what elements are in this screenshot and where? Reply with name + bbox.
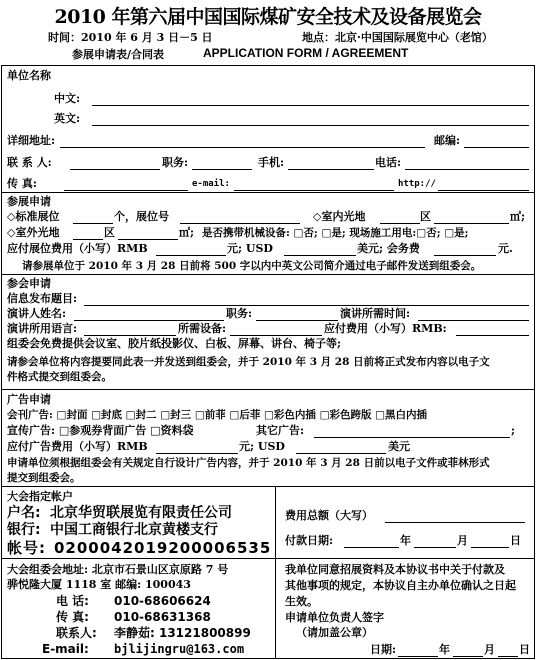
account-name: 北京华贸联展览有限责任公司 [50,505,232,521]
indoor-space-label: ◇室内光地 [313,210,366,223]
signature-label: 申请单位负责人签字 [285,611,384,624]
conference-heading: 参会申请 [7,277,51,290]
outdoor-sqm-label: ㎡; [179,226,195,239]
standard-booth-label: ◇标准展位 [7,210,60,223]
page-title: 2010 年第六届中国国际煤矿安全技术及设备展览会 [54,6,482,28]
other-ad-end: ; [511,424,516,437]
outdoor-area-field[interactable] [118,239,178,240]
exhibit-heading: 参展申请 [7,195,51,208]
ad-note-line1: 申请单位须根据组委会有关规定自行设计广告内容，并于 2010 年 3 月 28 日前以电子文件或菲林形式 [7,457,490,469]
email-label: e-mail: [192,179,230,189]
agreement-month-field[interactable] [453,656,483,657]
other-ad-label: 其它广告: [256,424,305,437]
company-heading: 单位名称 [7,69,51,82]
position-label: 职务: [162,156,189,169]
fax-field[interactable] [64,190,188,191]
fax-label: 传 真: [7,177,37,190]
bank-heading: 大会指定帐户 [7,490,73,503]
organizer-fax: 010-68631368 [114,610,211,624]
position-field[interactable] [192,169,252,170]
booth-fee-usd-label: 元; USD [227,242,273,255]
website-field[interactable] [438,190,529,191]
outdoor-zone-field[interactable] [73,239,103,240]
mobile-field[interactable] [288,169,374,170]
zip-field[interactable] [464,147,529,148]
seal-note: （请加盖公章） [296,626,373,639]
conference-note-line2: 件格式提交到组委会。 [7,371,112,383]
booth-number-field[interactable] [180,223,300,224]
form-title-en: APPLICATION FORM / AGREEMENT [203,46,409,60]
ad-note-line2: 提交到组委会。 [7,472,81,484]
speech-time-field[interactable] [418,320,529,321]
agreement-line2: 其他事项的规定，本协议自主办单位确认之日起 [285,579,516,592]
bank-divider [275,487,276,558]
agreement-line3: 生效。 [285,595,318,608]
equipment-field[interactable] [230,335,322,336]
ad-section [1,389,535,487]
bank-name: 中国工商银行北京黄楼支行 [50,522,218,538]
organizer-address-line1: 大会组委会地址: 北京市石景山区京原路 7 号 [7,563,229,576]
ad-fee-rmb-field[interactable] [156,453,238,454]
speech-language-field[interactable] [84,335,176,336]
address-field[interactable] [60,147,425,148]
agreement-day-unit: 日 [519,643,530,656]
conference-fee-rmb-label: 应付费用（小写）RMB: [324,322,447,335]
account-number: 0200042019200006535 [54,539,272,557]
company-cn-label: 中文: [54,92,81,105]
exhibit-section [1,192,535,275]
booth-fee-label: 应付展位费用（小写）RMB [7,242,148,255]
payment-year-field[interactable] [344,547,399,548]
organizer-email[interactable]: bjlijingru@163.com [114,642,245,656]
speaker-label: 演讲人姓名: [7,307,67,320]
payment-year-unit: 年 [400,534,411,547]
speech-language-label: 演讲所用语言: [7,322,78,335]
payment-day-field[interactable] [471,547,509,548]
conference-section [1,274,535,390]
payment-total-field[interactable] [385,522,525,523]
agreement-line1: 我单位同意招展资料及本协议书中关于付款及 [285,563,505,576]
speech-time-label: 演讲所需时间: [340,307,411,320]
mobile-label: 手机: [258,156,285,169]
other-ad-field[interactable] [314,437,510,438]
bank-name-label: 银行: [7,522,41,538]
company-en-field[interactable] [92,125,529,126]
indoor-sqm-label: ㎡; [510,210,526,223]
outdoor-space-label: ◇室外光地 [7,226,60,239]
account-name-label: 户名: [7,505,41,521]
organizer-agreement-section [1,558,535,659]
free-facilities-note: 组委会免费提供会议室、胶片纸投影仪、白板、屏幕、讲台、椅子等; [7,337,342,350]
topic-field[interactable] [84,305,529,306]
standard-booth-count-field[interactable] [73,223,113,224]
contact-field[interactable] [70,169,160,170]
conference-fee-field[interactable] [434,255,496,256]
zip-label: 邮编: [434,134,461,147]
ad-fee-usd-unit: 美元 [388,440,410,453]
organizer-tel-label: 电 话: [56,594,89,608]
indoor-area-field[interactable] [434,223,509,224]
booth-fee-usd-field[interactable] [284,255,356,256]
organizer-tel: 010-68606624 [114,594,211,608]
conference-fee-rmb-field[interactable] [456,335,529,336]
agreement-day-field[interactable] [498,656,518,657]
http-label: http:// [398,179,436,189]
agreement-year-unit: 年 [439,643,450,656]
company-en-label: 英文: [54,112,81,125]
payment-day-unit: 日 [510,534,521,547]
conference-fee-unit: 元. [498,242,513,255]
payment-month-field[interactable] [414,547,456,548]
organizer-contact-label: 联系人: [56,626,97,640]
exhibit-note: 请参展单位于 2010 年 3 月 28 日前将 500 字以内中英文公司简介通过电子邮件发送到组委会。 [22,260,482,272]
organizer-divider [275,559,276,658]
speaker-field[interactable] [74,320,224,321]
event-venue: 地点：北京·中国国际展览中心（老馆） [302,31,493,44]
outdoor-zone-label: 区 [104,226,115,239]
indoor-zone-label: 区 [420,210,431,223]
organizer-contact: 李静茹: 13121800899 [114,626,251,640]
speaker-position-field[interactable] [256,320,338,321]
phone-label: 电话: [375,156,402,169]
payment-total-label: 费用总额（大写） [285,509,373,522]
ad-fee-label: 应付广告费用（小写）RMB [7,440,148,453]
speaker-position-label: 职务: [226,307,253,320]
bank-payment-section [1,486,535,559]
ad-fee-usd-label: 元; USD [239,440,285,453]
contact-label: 联 系 人: [7,156,52,169]
organizer-email-label: E-mail: [42,642,89,656]
account-number-label: 帐号: [7,539,46,557]
organizer-address-line2: 骅悦隆大厦 1118 室 邮编: 100043 [7,578,191,591]
ad-heading: 广告申请 [7,393,51,406]
conference-note-line1: 请参会单位将内容提要同此表一并发送到组委会，并于 2010 年 3 月 28 日前将正式发布内容以电子文 [7,356,490,368]
address-label: 详细地址: [7,134,56,147]
company-cn-field[interactable] [92,105,529,106]
indoor-zone-field[interactable] [380,223,420,224]
event-time: 时间：2010 年 6 月 3 日－5 日 [48,31,213,44]
organizer-fax-label: 传 真: [56,610,89,624]
booth-fee-rmb-field[interactable] [156,255,226,256]
catalog-ad-options[interactable]: 会刊广告: □封面 □封底 □封二 □封三 □前菲 □后菲 □彩色内插 □彩色跨版 □黑白内插 [7,409,428,421]
form-title-cn: 参展申请表/合同表 [72,48,165,61]
company-section [1,65,535,193]
payment-month-unit: 月 [457,534,468,547]
agreement-year-field[interactable] [398,656,438,657]
machinery-power-options[interactable]: 是否携带机械设备: □否; □是; 现场施工用电:□否; □是; [202,227,469,239]
booth-number-label: 个，展位号 [114,210,169,223]
equipment-label: 所需设备: [178,322,227,335]
ad-fee-usd-field[interactable] [296,453,386,454]
phone-field[interactable] [405,169,529,170]
email-field[interactable] [234,190,394,191]
agreement-month-unit: 月 [484,643,495,656]
payment-date-label: 付款日期: [285,534,334,547]
topic-label: 信息发布题目: [7,292,78,305]
conference-fee-label: 美元; 会务费 [357,242,420,255]
promo-ad-options[interactable]: 宣传广告: □参观券背面广告 □资料袋 [7,424,194,437]
agreement-date-label: 日期: [370,643,397,656]
